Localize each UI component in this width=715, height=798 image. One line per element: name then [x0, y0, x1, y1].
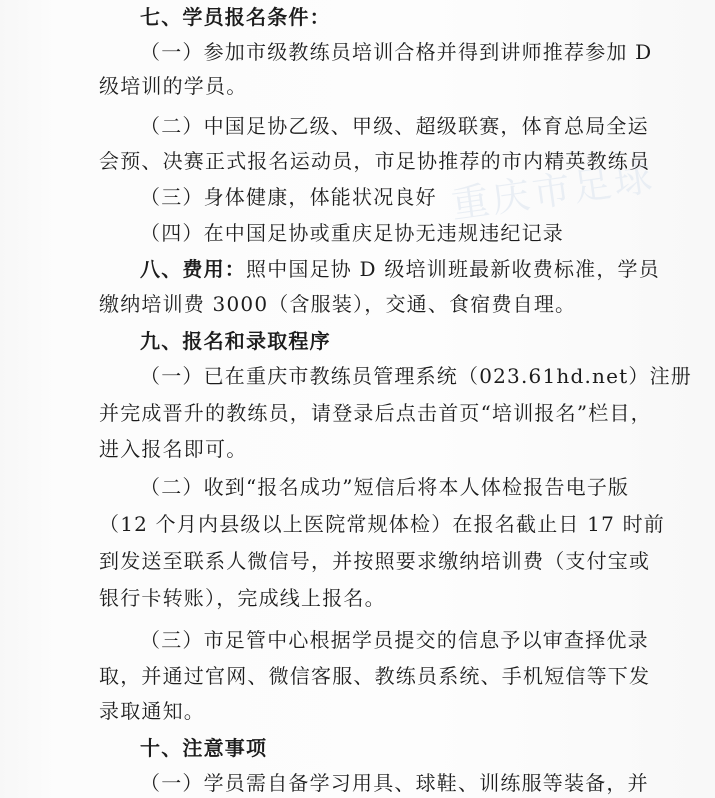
- section-heading-eight: 八、费用：: [140, 257, 246, 281]
- paragraph-line: 会预、决赛正式报名运动员，市足协推荐的市内精英教练员: [99, 149, 651, 173]
- paragraph-line: 进入报名即可。: [99, 437, 248, 461]
- paragraph-line: （一）学员需自备学习用具、球鞋、训练服等装备，并: [140, 771, 649, 795]
- paragraph-line: （一）参加市级教练员培训合格并得到讲师推荐参加 D: [140, 40, 653, 64]
- paragraph-line: 录取通知。: [99, 699, 205, 723]
- paragraph-line: （二）中国足协乙级、甲级、超级联赛，体育总局全运: [140, 114, 649, 138]
- paragraph-line: 取，并通过官网、微信客服、教练员系统、手机短信等下发: [99, 664, 651, 688]
- section-heading-ten: 十、注意事项: [140, 736, 268, 760]
- paragraph-line: （三）身体健康，体能状况良好: [140, 185, 437, 209]
- paragraph-line: 到发送至联系人微信号，并按照要求缴纳培训费（支付宝或: [99, 549, 651, 573]
- paragraph-line: 缴纳培训费 3000（含服装），交通、食宿费自理。: [99, 292, 577, 316]
- background-watermark: 重庆市足球: [448, 154, 658, 228]
- paragraph-line: （四）在中国足协或重庆足协无违规违纪记录: [140, 221, 564, 245]
- paragraph-line: （12 个月内县级以上医院常规体检）在报名截止日 17 时前: [99, 512, 665, 536]
- paragraph-line: （一）已在重庆市教练员管理系统（023.61hd.net）注册: [140, 364, 692, 388]
- section-heading-nine: 九、报名和录取程序: [140, 329, 331, 353]
- fee-text: 照中国足协 D 级培训班最新收费标准，学员: [246, 257, 660, 281]
- paragraph-line: 银行卡转账），完成线上报名。: [99, 586, 386, 610]
- paragraph-line: 并完成晋升的教练员，请登录后点击首页“培训报名”栏目，: [99, 401, 652, 425]
- section-heading-seven: 七、学员报名条件：: [140, 5, 331, 29]
- paragraph-line: （三）市足管中心根据学员提交的信息予以审查择优录: [140, 628, 649, 652]
- paragraph-line: 级培训的学员。: [99, 74, 248, 98]
- paragraph-line: （二）收到“报名成功”短信后将本人体检报告电子版: [140, 475, 630, 499]
- fee-paragraph-line: [140, 255, 660, 283]
